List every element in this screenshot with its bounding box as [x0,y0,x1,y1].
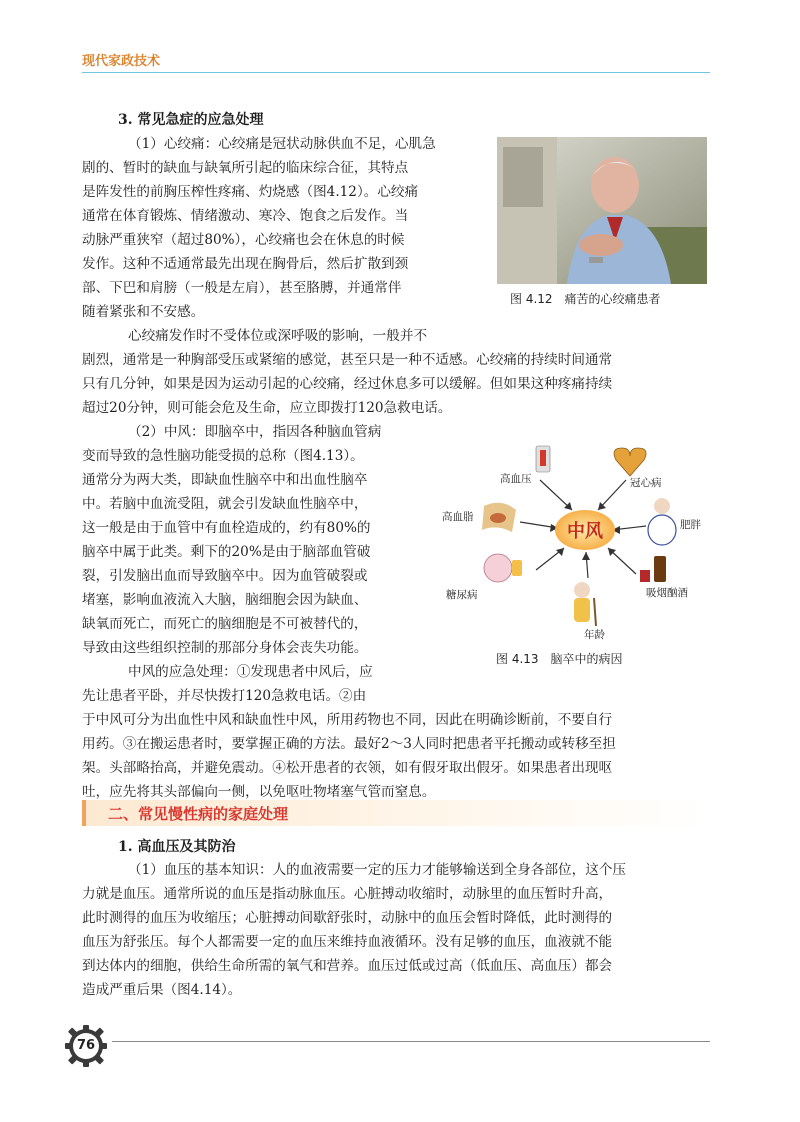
heart-icon [614,448,646,476]
text-line: （1）血压的基本知识：人的血液需要一定的压力才能够输送到全身各部位，这个压 [128,862,627,878]
subsection-heading-emergency: 3. 常见急症的应急处理 [118,112,264,128]
stroke-causes-diagram [440,440,710,645]
text-line: 超过20分钟，则可能会危及生命，应立即拨打120急救电话。 [82,400,452,416]
text-line: 通常在体育锻炼、情绪激动、寒冷、饱食之后发作。当 [82,208,409,224]
text-line: 堵塞，影响血液流入大脑，脑细胞会因为缺血、 [82,592,368,608]
cause-label-hyperlipidemia: 高血脂 [442,511,474,523]
diabetes-icon [484,554,522,582]
text-line: 吐，应先将其头部偏向一侧，以免呕吐物堵塞气管而窒息。 [82,784,436,800]
cause-label-obesity: 肥胖 [680,519,701,531]
hypertension-icon [536,446,550,472]
cause-label-hypertension: 高血压 [500,473,532,485]
text-line: 只有几分钟，如果是因为运动引起的心绞痛，经过休息多可以缓解。但如果这种疼痛持续 [82,376,613,392]
cause-label-diabetes: 糖尿病 [446,589,478,601]
wine-cigarette-icon [640,556,666,582]
text-line: 心绞痛发作时不受体位或深呼吸的影响，一般并不 [128,328,428,344]
page-number: 76 [76,1038,96,1053]
blood-vessel-icon [482,503,516,532]
center-label: 中风 [567,521,603,542]
text-line: 随着紧张和不安感。 [82,304,205,320]
text-line: 中风的应急处理：①发现患者中风后，应 [128,664,373,680]
header-rule [82,72,710,73]
text-line: 裂，引发脑出血而导致脑卒中。因为血管破裂或 [82,568,368,584]
text-line: 血压为舒张压。每个人都需要一定的血压来维持血液循环。没有足够的血压，血液就不能 [82,934,613,950]
text-line: 到达体内的细胞，供给生命所需的氧气和营养。血压过低或过高（低血压、高血压）都会 [82,958,613,974]
running-header: 现代家政技术 [82,54,161,69]
text-line: 动脉严重狭窄（超过80%），心绞痛也会在休息的时候 [82,232,405,248]
text-line: 变而导致的急性脑功能受损的总称（图4.13）。 [82,448,364,464]
text-line: 部、下巴和肩膀（一般是左肩），甚至胳膊，并通常伴 [82,280,402,296]
text-line: 脑卒中属于此类。剩下的20%是由于脑部血管破 [82,544,371,560]
subsection-heading-hypertension: 1. 高血压及其防治 [118,839,236,855]
footer-rule [112,1041,710,1042]
section-title: 二、常见慢性病的家庭处理 [108,805,289,823]
text-line: 于中风可分为出血性中风和缺血性中风，所用药物也不同，因此在明确诊断前，不要自行 [82,712,613,728]
elderly-person-icon [574,582,596,626]
text-line: 剧的、暂时的缺血与缺氧所引起的临床综合征，其特点 [82,160,409,176]
text-line: 是阵发性的前胸压榨性疼痛、灼烧感（图4.12）。心绞痛 [82,184,419,200]
text-line: 用药。③在搬运患者时，要掌握正确的方法。最好2～3人同时把患者平托搬动或转移至担 [82,736,616,752]
text-line: 发作。这种不适通常最先出现在胸骨后，然后扩散到颈 [82,256,409,272]
angina-patient-photo [497,137,707,284]
cause-label-age: 年龄 [584,629,605,641]
text-line: 力就是血压。通常所说的血压是指动脉血压。心脏搏动收缩时，动脉里的血压暂时升高， [82,886,613,902]
text-line: 此时测得的血压为收缩压；心脏搏动间歇舒张时，动脉中的血压会暂时降低，此时测得的 [82,910,613,926]
text-line: （1）心绞痛：心绞痛是冠状动脉供血不足，心肌急 [128,136,436,152]
figure-4-12-caption: 图 4.12 痛苦的心绞痛患者 [510,292,661,306]
text-line: 导致由这些组织控制的那部分身体会丧失功能。 [82,640,368,656]
figure-4-13-caption: 图 4.13 脑卒中的病因 [496,652,623,666]
text-line: （2）中风：即脑卒中，指因各种脑血管病 [128,424,382,440]
cause-label-smoking: 吸烟酗酒 [646,587,688,599]
cause-label-coronary: 冠心病 [630,477,662,489]
text-line: 先让患者平卧，并尽快拨打120急救电话。②由 [82,688,367,704]
text-line: 中。若脑中血流受阻，就会引发缺血性脑卒中， [82,496,368,512]
text-line: 这一般是由于血管中有血栓造成的，约有80%的 [82,520,371,536]
text-line: 通常分为两大类，即缺血性脑卒中和出血性脑卒 [82,472,368,488]
text-line: 造成严重后果（图4.14）。 [82,982,242,998]
text-line: 剧烈，通常是一种胸部受压或紧缩的感觉，甚至只是一种不适感。心绞痛的持续时间通常 [82,352,613,368]
obese-person-icon [648,498,676,545]
text-line: 架。头部略抬高，并避免震动。④松开患者的衣领，如有假牙取出假牙。如果患者出现呕 [82,760,613,776]
text-line: 缺氧而死亡，而死亡的脑细胞是不可被替代的， [82,616,368,632]
